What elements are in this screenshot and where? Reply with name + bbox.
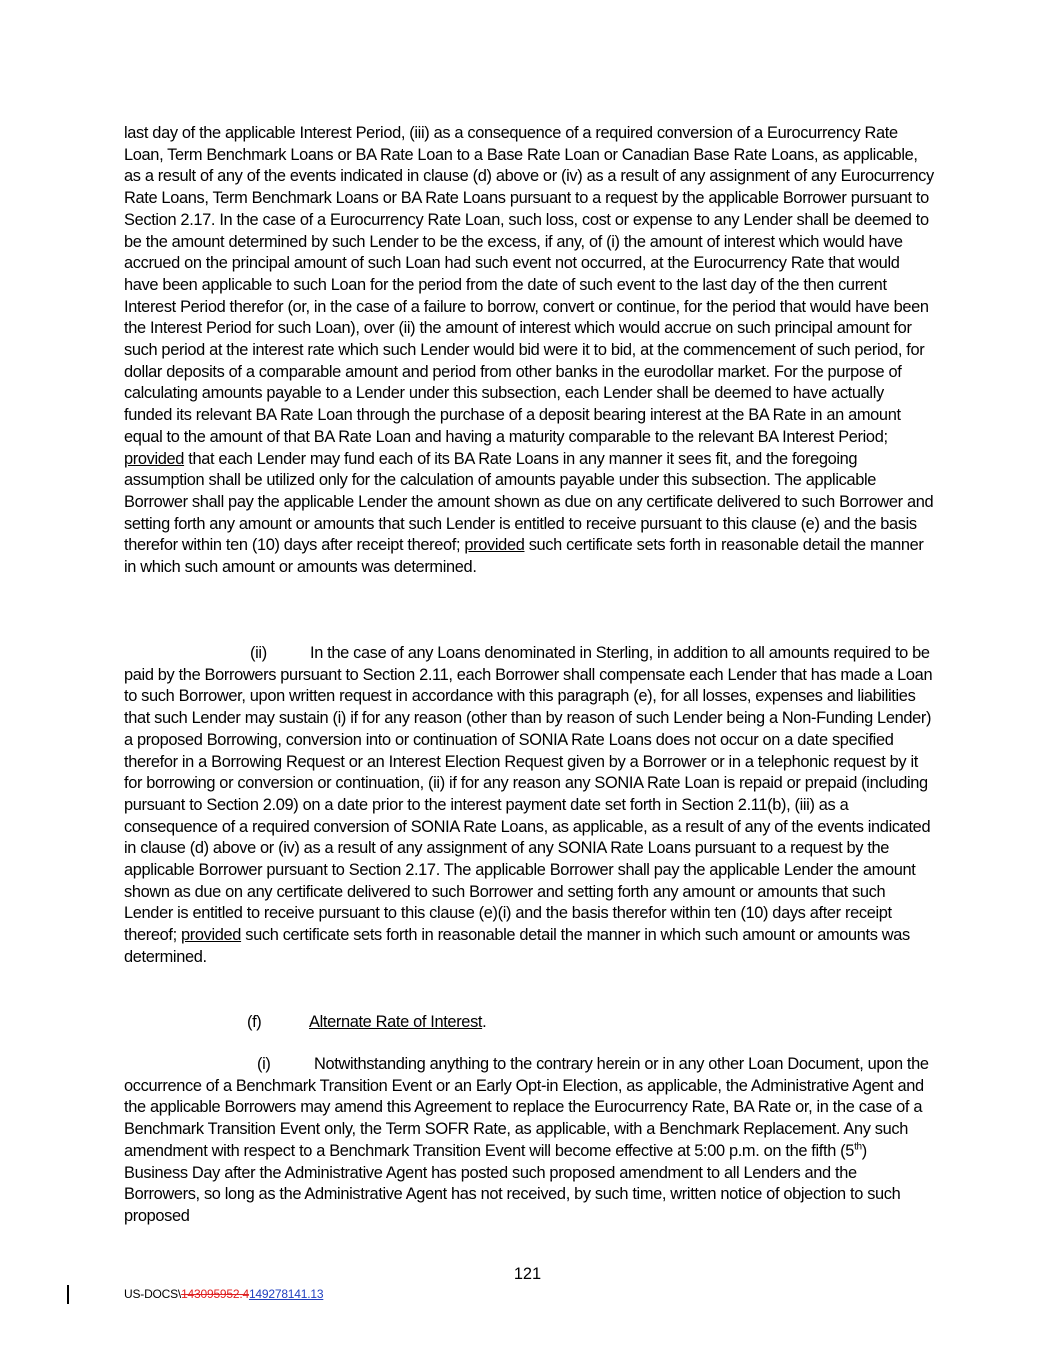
section-number: (f) <box>247 1013 262 1031</box>
underlined-term: provided <box>181 926 242 945</box>
clause-number: (ii) <box>250 644 267 662</box>
document-footer <box>124 1287 323 1301</box>
paragraph-text: such certificate sets forth in reasonable detail the manner in which such amount or amounts was determined. <box>124 926 910 966</box>
paragraph-i <box>124 1054 934 1228</box>
footer-inserted-id: 149278141.13 <box>248 1287 324 1301</box>
change-bar <box>67 1285 69 1304</box>
section-title-period: . <box>482 1013 487 1031</box>
paragraph-text: ) Business Day after the Administrative Agent has posted such proposed amendment to all Lenders and the Borrowers, so long as the Administrative Agent has not received, by such time, written notice of objection to such proposed <box>124 1141 901 1225</box>
superscript: th <box>854 1141 862 1153</box>
underlined-term: provided <box>464 536 525 555</box>
paragraph-text: Notwithstanding anything to the contrary herein or in any other Loan Document, upon the occurrence of a Benchmark Transition Event or an Early Opt-in Election, as applicable, the Administrative Agent and the applicable Borrowers may amend this Agreement to replace the Eurocurrency Rate, BA Rate or, in the case of a Benchmark Transition Event only, the Term SOFR Rate, as applicable, with a Benchmark Replacement. Any such amendment with respect to a Benchmark Transition Event will become effective at 5:00 p.m. on the fifth (5 <box>124 1055 929 1160</box>
paragraph-text: that each Lender may fund each of its BA Rate Loans in any manner it sees fit, and the foregoing assumption shall be utilized only for the calculation of amounts payable under this subsection. The applicable Borrower shall pay the applicable Lender the amount shown as due on any certificate delivered to such Borrower and setting forth any amount or amounts that such Lender is entitled to receive pursuant to this clause (e) and the basis therefor within ten (10) days after receipt thereof; <box>124 449 934 555</box>
section-title: Alternate Rate of Interest <box>309 1013 483 1031</box>
page-number: 121 <box>513 1265 542 1283</box>
clause-number: (i) <box>257 1055 271 1073</box>
paragraph-ii <box>124 643 934 969</box>
underlined-term: provided <box>124 449 185 468</box>
paragraph-text: In the case of any Loans denominated in Sterling, in addition to all amounts required to be paid by the Borrowers pursuant to Section 2.11, each Borrower shall compensate each Lender that has made a Loan to such Borrower, upon written request in accordance with this paragraph (e), for all losses, expenses and liabilities that such Lender may sustain (i) if for any reason (other than by reason of such Lender being a Non-Funding Lender) a proposed Borrowing, conversion into or continuation of SONIA Rate Loans does not occur on a date specified therefor in a Borrowing Request or an Interest Election Request given by a Borrower or in a telephonic request by it for borrowing or conversion or continuation, (ii) if for any reason any SONIA Rate Loan is repaid or prepaid (including pursuant to Section 2.09) on a date prior to the interest payment date set forth in Section 2.11(b), (iii) as a consequence of a required conversion of SONIA Rate Loans, as applicable, as a result of any of the events indicated in clause (d) above or (iv) as a result of any assignment of any SONIA Rate Loans pursuant to a request by the applicable Borrower pursuant to Section 2.17. The applicable Borrower shall pay the applicable Lender the amount shown as due on any certificate delivered to such Borrower and setting forth any amount or amounts that such Lender is entitled to receive pursuant to this clause (e)(i) and the basis therefor within ten (10) days after receipt thereof; <box>124 644 933 945</box>
footer-deleted-id: 143095952.4 <box>181 1287 249 1301</box>
paragraph-text: such certificate sets forth in reasonable detail the manner in which such amount or amounts was determined. <box>124 536 924 577</box>
footer-prefix: US-DOCS\ <box>124 1287 182 1301</box>
paragraph-continuation <box>124 123 934 579</box>
paragraph-text: last day of the applicable Interest Period, (iii) as a consequence of a required conversion of a Eurocurrency Rate Loan, Term Benchmark Loans or BA Rate Loan to a Base Rate Loan or Canadian Base Rate Loans, as applicable, as a result of any of the events indicated in clause (d) above or (iv) as a result of any assignment of any Eurocurrency Rate Loans, Term Benchmark Loans or BA Rate Loans pursuant to a request by the applicable Borrower pursuant to Section 2.17. In the case of a Eurocurrency Rate Loan, such loss, cost or expense to any Lender shall be deemed to be the amount determined by such Lender to be the excess, if any, of (i) the amount of interest which would have accrued on the principal amount of such Loan had such event not occurred, at the Eurocurrency Rate that would have been applicable to such Loan for the period from the date of such event to the last day of the then current Interest Period therefor (or, in the case of a failure to borrow, convert or continue, for the period that would have been the Interest Period for such Loan), over (ii) the amount of interest which would accrue on such principal amount for such period at the interest rate which such Lender would bid were it to bid, at the commencement of such period, for dollar deposits of a comparable amount and period from other banks in the eurodollar market. For the purpose of calculating amounts payable to a Lender under this subsection, each Lender shall be deemed to have actually funded its relevant BA Rate Loan through the purchase of a deposit bearing interest at the BA Rate in an amount equal to the amount of that BA Rate Loan and having a maturity comparable to the relevant BA Interest Period; <box>124 124 934 446</box>
section-heading <box>124 1012 934 1034</box>
